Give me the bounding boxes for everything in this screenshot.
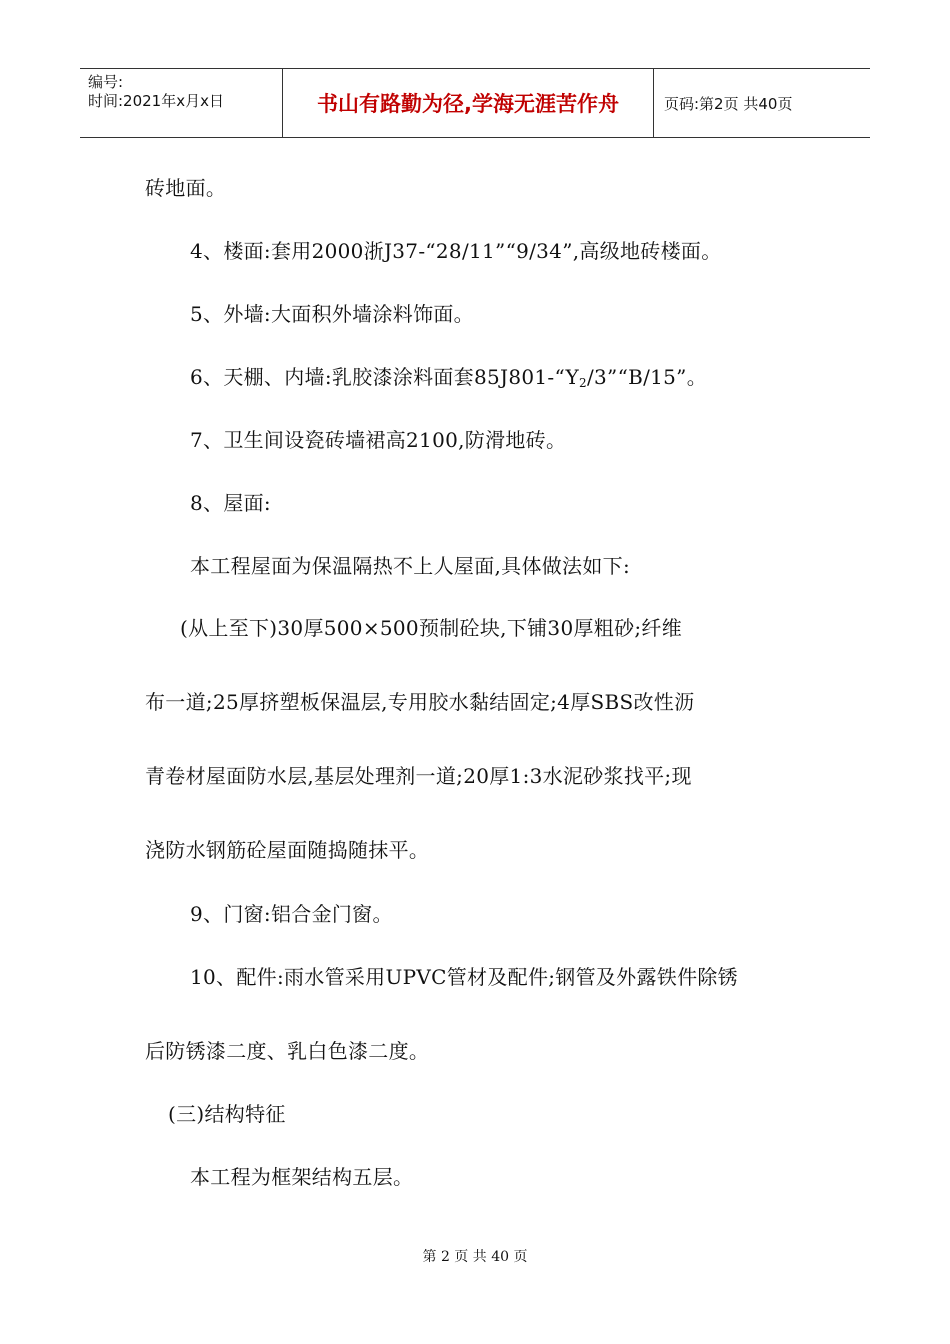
- body-line: 10、配件:雨水管采用UPVC管材及配件;钢管及外露铁件除锈: [190, 965, 738, 989]
- line-text: /3”“B/15”。: [586, 365, 708, 389]
- body-line: 浇防水钢筋砼屋面随捣随抹平。: [145, 838, 430, 862]
- body-line: 5、外墙:大面积外墙涂料饰面。: [190, 302, 474, 326]
- section-heading: (三)结构特征: [168, 1102, 286, 1126]
- body-line: 9、门窗:铝合金门窗。: [190, 902, 393, 926]
- body-line: 8、屋面:: [190, 491, 271, 515]
- body-line: [190, 361, 707, 390]
- body-line: 本工程为框架结构五层。: [190, 1165, 414, 1189]
- subscript: 2: [579, 376, 587, 390]
- body-line: 后防锈漆二度、乳白色漆二度。: [145, 1039, 430, 1063]
- line-text: 6、天棚、内墙:乳胶漆涂料面套85J801-“Y: [190, 365, 580, 389]
- body-line: 布一道;25厚挤塑板保温层,专用胶水黏结固定;4厚SBS改性沥: [145, 690, 695, 714]
- page-footer: 第 2 页 共 40 页: [422, 1249, 528, 1265]
- body-line: (从上至下)30厚500×500预制砼块,下铺30厚粗砂;纤维: [180, 616, 683, 640]
- body-line: 砖地面。: [145, 176, 227, 200]
- header-motto: 书山有路勤为径,学海无涯苦作舟: [283, 69, 654, 137]
- header-page-info: 页码:第2页 共40页: [664, 94, 793, 113]
- number-label: 编号:: [88, 73, 124, 91]
- body-line: 4、楼面:套用2000浙J37-“28/11”“9/34”,高级地砖楼面。: [190, 239, 722, 263]
- body-line: 7、卫生间设瓷砖墙裙高2100,防滑地砖。: [190, 428, 567, 452]
- page-header: [80, 68, 870, 138]
- body-line: 本工程屋面为保温隔热不上人屋面,具体做法如下:: [190, 554, 630, 578]
- header-meta: [80, 69, 283, 137]
- body-line: 青卷材屋面防水层,基层处理剂一道;20厚1:3水泥砂浆找平;现: [145, 764, 692, 788]
- date-label: 时间:2021年x月x日: [88, 92, 224, 110]
